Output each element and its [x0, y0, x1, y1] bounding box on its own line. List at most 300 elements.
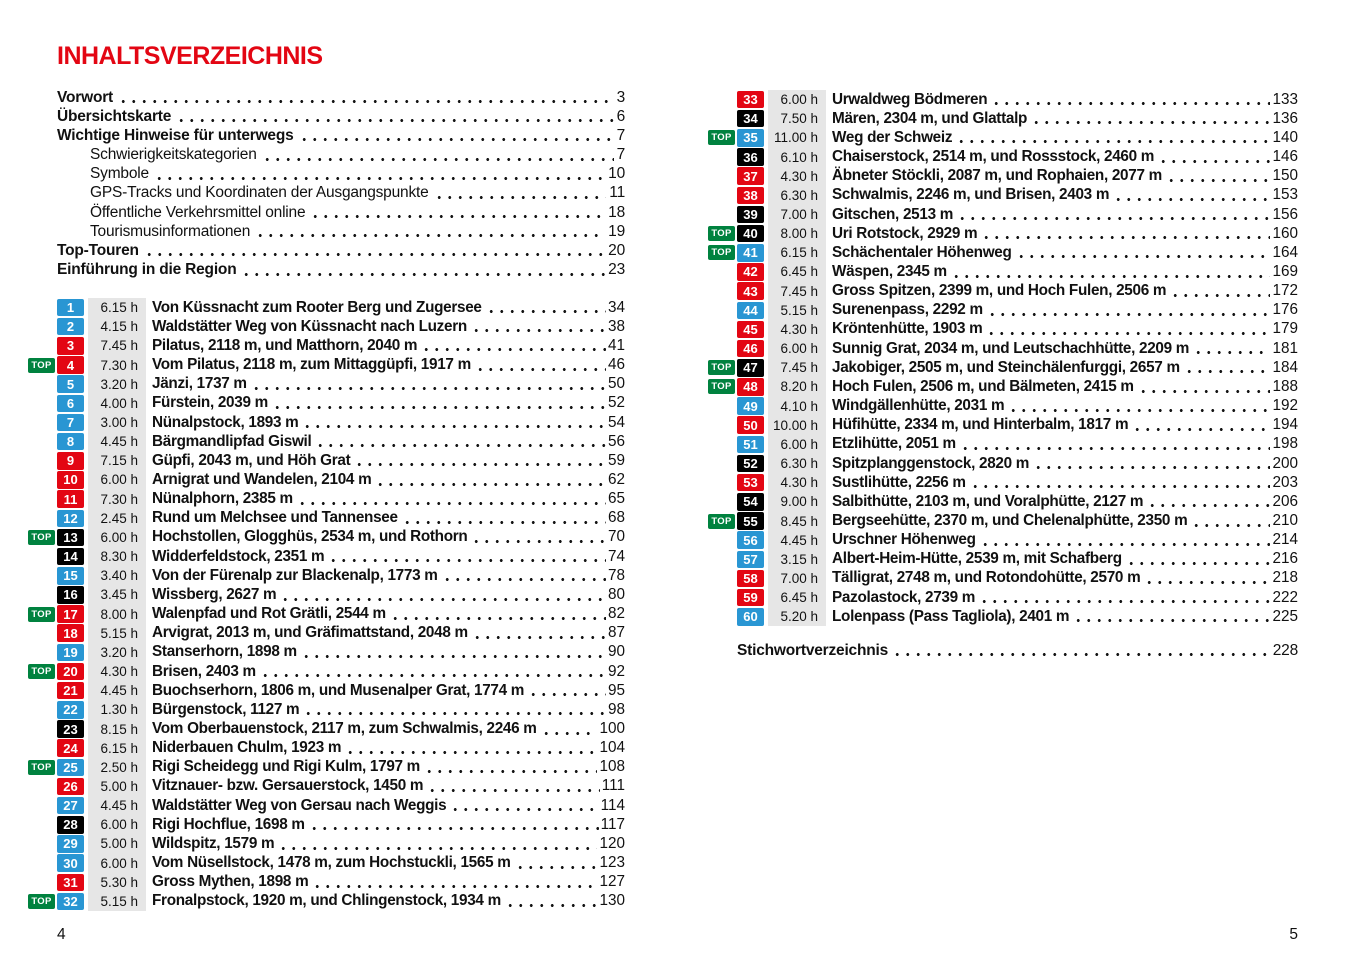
page-number-left: 4 — [57, 926, 66, 943]
dot-leader — [278, 585, 606, 604]
tour-time: 8.45 h — [768, 511, 826, 530]
top-badge-slot — [708, 456, 737, 471]
tour-time: 2.45 h — [88, 509, 146, 528]
tour-page-number: 59 — [607, 451, 625, 469]
tour-title: Jänzi, 1737 m — [152, 375, 247, 393]
tour-title: Lolenpass (Pass Tagliola), 2401 m — [832, 607, 1070, 625]
tour-page-number: 172 — [1272, 282, 1298, 300]
top-badge-slot — [28, 338, 57, 353]
tour-number-badge: 4 — [57, 356, 84, 374]
tour-row — [708, 147, 1298, 166]
top-badge: TOP — [708, 226, 735, 241]
front-matter-page-number: 23 — [608, 260, 625, 278]
top-badge-slot — [708, 418, 737, 433]
tour-time: 2.50 h — [88, 758, 146, 777]
top-badge-slot — [28, 817, 57, 832]
top-badge-slot — [708, 303, 737, 318]
dot-leader — [984, 320, 1270, 339]
tour-number-badge: 22 — [57, 701, 84, 719]
front-matter-row — [57, 107, 625, 126]
dot-leader — [955, 205, 1270, 224]
tour-time: 7.45 h — [768, 282, 826, 301]
top-badge-slot — [28, 530, 57, 545]
tour-title: Von der Fürenalp zur Blackenalp, 1773 m — [152, 566, 438, 584]
front-matter-page-number: 18 — [608, 203, 625, 221]
top-badge: TOP — [708, 379, 735, 394]
tour-time: 4.45 h — [88, 796, 146, 815]
tour-page-number: 146 — [1272, 148, 1298, 166]
tour-title: Vom Nüsellstock, 1478 m, zum Hochstuckli, 1565 m — [152, 854, 511, 872]
top-badge-slot — [28, 358, 57, 373]
dot-leader — [373, 470, 606, 489]
dot-leader — [152, 165, 605, 184]
tour-time: 7.30 h — [88, 355, 146, 374]
tour-page-number: 74 — [607, 547, 625, 565]
tour-page-number: 41 — [607, 336, 625, 354]
tour-row — [28, 719, 625, 738]
tour-row — [708, 569, 1298, 588]
dot-leader — [473, 355, 606, 374]
tour-number-badge: 59 — [737, 589, 764, 607]
top-badge-slot — [708, 226, 737, 241]
dot-leader — [958, 435, 1271, 454]
top-badge-slot — [28, 587, 57, 602]
tour-page-number: 120 — [599, 834, 625, 852]
tour-page-number: 194 — [1272, 416, 1298, 434]
tour-number-badge: 5 — [57, 375, 84, 393]
tour-page-number: 87 — [607, 624, 625, 642]
top-badge-slot — [28, 511, 57, 526]
dot-leader — [174, 107, 613, 126]
top-badge-slot — [28, 626, 57, 641]
top-badge-slot — [708, 590, 737, 605]
tour-page-number: 203 — [1272, 473, 1298, 491]
top-badge-slot — [708, 399, 737, 414]
tour-title: Bergseehütte, 2370 m, und Chelenalphütte, 2350 m — [832, 512, 1188, 530]
tour-number-badge: 51 — [737, 436, 764, 454]
tour-title: Arnigrat und Wandelen, 2104 m — [152, 470, 372, 488]
tour-row — [28, 490, 625, 509]
top-badge-slot — [28, 779, 57, 794]
dot-leader — [1136, 377, 1271, 396]
tour-title: Rund um Melchsee und Tannensee — [152, 509, 398, 527]
front-matter-label: Wichtige Hinweise für unterwegs — [57, 126, 294, 144]
front-matter-list — [57, 88, 625, 280]
tour-page-number: 100 — [599, 720, 625, 738]
tour-row — [28, 566, 625, 585]
tour-time: 4.30 h — [88, 662, 146, 681]
top-badge-slot — [708, 111, 737, 126]
tour-number-badge: 31 — [57, 874, 84, 892]
tour-time: 4.45 h — [768, 531, 826, 550]
tour-page-number: 104 — [599, 739, 625, 757]
index-entry-page-number: 228 — [1272, 641, 1298, 659]
front-matter-page-number: 3 — [616, 88, 625, 106]
tour-time: 9.00 h — [768, 492, 826, 511]
tour-page-number: 188 — [1272, 377, 1298, 395]
tour-row — [28, 585, 625, 604]
dot-leader — [989, 90, 1270, 109]
tour-row — [28, 413, 625, 432]
tour-title: Etzlihütte, 2051 m — [832, 435, 956, 453]
tour-time: 3.20 h — [88, 375, 146, 394]
tour-time: 3.00 h — [88, 413, 146, 432]
tour-title: Waldstätter Weg von Gersau nach Weggis — [152, 796, 447, 814]
tour-row — [708, 205, 1298, 224]
dot-leader — [299, 643, 606, 662]
tour-row — [28, 432, 625, 451]
tour-row — [28, 873, 625, 892]
dot-leader — [116, 88, 614, 107]
tour-row — [28, 700, 625, 719]
top-badge-slot — [708, 150, 737, 165]
top-badge-slot — [28, 722, 57, 737]
tour-number-badge: 35 — [737, 129, 764, 147]
tour-number-badge: 1 — [57, 299, 84, 317]
tour-number-badge: 53 — [737, 474, 764, 492]
dot-leader — [301, 700, 606, 719]
dot-leader — [1124, 550, 1271, 569]
tour-number-badge: 7 — [57, 414, 84, 432]
tour-time: 3.45 h — [88, 585, 146, 604]
dot-leader — [276, 834, 597, 853]
dot-leader — [503, 892, 598, 911]
tour-title: Fronalpstock, 1920 m, und Chlingenstock, 1934 m — [152, 892, 501, 910]
tour-title: Kröntenhütte, 1903 m — [832, 320, 983, 338]
top-badge-slot — [28, 741, 57, 756]
tour-time: 8.20 h — [768, 377, 826, 396]
tour-time: 8.15 h — [88, 719, 146, 738]
tour-page-number: 216 — [1272, 550, 1298, 568]
top-badge-slot — [708, 609, 737, 624]
top-badge-slot — [28, 645, 57, 660]
top-badge-slot — [28, 683, 57, 698]
top-badge-slot — [28, 607, 57, 622]
tour-time: 11.00 h — [768, 128, 826, 147]
tour-time: 7.30 h — [88, 490, 146, 509]
front-matter-label: Tourismusinformationen — [90, 222, 251, 240]
tour-time: 8.00 h — [768, 224, 826, 243]
top-badge-slot — [708, 188, 737, 203]
top-badge-slot — [708, 207, 737, 222]
tour-time: 6.15 h — [768, 243, 826, 262]
top-badge-slot — [28, 396, 57, 411]
index-entry — [737, 641, 1298, 660]
tour-page-number: 156 — [1272, 205, 1298, 223]
tour-time: 7.00 h — [768, 205, 826, 224]
tour-row — [28, 662, 625, 681]
tour-page-number: 98 — [607, 700, 625, 718]
tour-row — [28, 643, 625, 662]
top-badge-slot — [28, 568, 57, 583]
front-matter-page-number: 7 — [616, 126, 625, 144]
top-badge-slot — [28, 664, 57, 679]
tour-page-number: 181 — [1272, 339, 1298, 357]
tour-time: 6.15 h — [88, 298, 146, 317]
tour-page-number: 136 — [1272, 109, 1298, 127]
dot-leader — [422, 758, 597, 777]
tour-list-left — [28, 298, 625, 911]
tour-time: 6.00 h — [768, 435, 826, 454]
tour-page-number: 169 — [1272, 262, 1298, 280]
front-matter-row — [57, 145, 625, 164]
tour-time: 5.00 h — [88, 777, 146, 796]
tour-number-badge: 42 — [737, 263, 764, 281]
tour-title: Schächentaler Höhenweg — [832, 243, 1012, 261]
tour-row — [708, 397, 1298, 416]
dot-leader — [978, 531, 1271, 550]
dot-leader — [469, 317, 606, 336]
dot-leader — [260, 145, 614, 164]
tour-title: Hoch Fulen, 2506 m, und Bälmeten, 2415 m — [832, 377, 1134, 395]
top-badge: TOP — [708, 130, 735, 145]
tour-title: Stanserhorn, 1898 m — [152, 643, 297, 661]
tour-time: 10.00 h — [768, 416, 826, 435]
top-badge-slot — [28, 492, 57, 507]
dot-leader — [440, 566, 606, 585]
front-matter-page-number: 11 — [609, 184, 625, 202]
dot-leader — [270, 394, 606, 413]
tour-time: 4.15 h — [88, 317, 146, 336]
top-badge-slot — [28, 798, 57, 813]
dot-leader — [954, 128, 1270, 147]
tour-page-number: 133 — [1272, 90, 1298, 108]
front-matter-label: Übersichtskarte — [57, 107, 172, 125]
tour-page-number: 46 — [607, 356, 625, 374]
tour-row — [708, 282, 1298, 301]
tour-page-number: 200 — [1272, 454, 1298, 472]
tour-row — [28, 528, 625, 547]
tour-number-badge: 12 — [57, 510, 84, 528]
dot-leader — [308, 203, 605, 222]
tour-number-badge: 13 — [57, 529, 84, 547]
tour-time: 1.30 h — [88, 700, 146, 719]
tour-title: Rigi Hochflue, 1698 m — [152, 815, 305, 833]
tour-time: 4.00 h — [88, 394, 146, 413]
tour-title: Wäspen, 2345 m — [832, 262, 947, 280]
top-badge-slot — [708, 379, 737, 394]
dot-leader — [343, 739, 597, 758]
tour-number-badge: 14 — [57, 548, 84, 566]
top-badge-slot — [708, 92, 737, 107]
tour-title: Wildspitz, 1579 m — [152, 834, 275, 852]
tour-page-number: 198 — [1272, 435, 1298, 453]
tour-row — [28, 470, 625, 489]
top-badge: TOP — [28, 358, 55, 373]
top-badge-slot — [28, 415, 57, 430]
tour-time: 5.00 h — [88, 834, 146, 853]
tour-number-badge: 2 — [57, 318, 84, 336]
tour-page-number: 210 — [1272, 512, 1298, 530]
tour-row — [708, 492, 1298, 511]
dot-leader — [307, 815, 599, 834]
tour-number-badge: 44 — [737, 302, 764, 320]
tour-number-badge: 26 — [57, 778, 84, 796]
tour-number-badge: 43 — [737, 282, 764, 300]
dot-leader — [1182, 358, 1271, 377]
front-matter-page-number: 10 — [608, 165, 625, 183]
tour-page-number: 164 — [1272, 243, 1298, 261]
tour-page-number: 222 — [1272, 588, 1298, 606]
tour-page-number: 34 — [607, 298, 625, 316]
front-matter-page-number: 20 — [608, 241, 625, 259]
front-matter-label: Symbole — [90, 165, 149, 183]
front-matter-row — [57, 260, 625, 279]
tour-row — [708, 607, 1298, 626]
top-badge-slot — [708, 341, 737, 356]
tour-time: 4.30 h — [768, 473, 826, 492]
tour-time: 6.30 h — [768, 454, 826, 473]
tour-time: 6.30 h — [768, 186, 826, 205]
top-badge-slot — [28, 702, 57, 717]
dot-leader — [1164, 167, 1271, 186]
tour-number-badge: 19 — [57, 644, 84, 662]
top-badge-slot — [708, 514, 737, 529]
top-badge-slot — [708, 322, 737, 337]
top-badge-slot — [708, 360, 737, 375]
dot-leader — [388, 605, 606, 624]
tour-time: 7.00 h — [768, 569, 826, 588]
tour-row — [708, 339, 1298, 358]
tour-time: 3.40 h — [88, 566, 146, 585]
tour-page-number: 176 — [1272, 301, 1298, 319]
tour-title: Gross Spitzen, 2399 m, und Hoch Fulen, 2506 m — [832, 282, 1167, 300]
tour-row — [708, 128, 1298, 147]
dot-leader — [1156, 147, 1270, 166]
tour-number-badge: 55 — [737, 512, 764, 530]
top-badge-slot — [708, 571, 737, 586]
tour-title: Vom Pilatus, 2118 m, zum Mittaggüpfi, 1917 m — [152, 356, 471, 374]
tour-time: 4.45 h — [88, 681, 146, 700]
tour-page-number: 78 — [607, 566, 625, 584]
top-badge-slot — [708, 494, 737, 509]
tour-row — [708, 243, 1298, 262]
tour-number-badge: 20 — [57, 663, 84, 681]
tour-title: Spitzplanggenstock, 2820 m — [832, 454, 1030, 472]
tour-title: Pazolastock, 2739 m — [832, 588, 976, 606]
tour-number-badge: 47 — [737, 359, 764, 377]
tour-page-number: 117 — [600, 815, 625, 833]
tour-title: Mären, 2304 m, und Glattalp — [832, 109, 1028, 127]
tour-title: Hüfihütte, 2334 m, und Hinterbalm, 1817 m — [832, 416, 1129, 434]
tour-title: Uri Rotstock, 2929 m — [832, 224, 978, 242]
tour-number-badge: 34 — [737, 110, 764, 128]
front-matter-page-number: 7 — [616, 146, 625, 164]
dot-leader — [297, 126, 614, 145]
tour-page-number: 92 — [607, 662, 625, 680]
tour-time: 7.45 h — [88, 336, 146, 355]
tour-page-number: 123 — [599, 854, 625, 872]
tour-row — [708, 511, 1298, 530]
dot-leader — [470, 624, 606, 643]
tour-title: Bürgenstock, 1127 m — [152, 700, 300, 718]
dot-leader — [352, 451, 606, 470]
tour-title: Hochstollen, Glogghüs, 2534 m, und Rothorn — [152, 528, 468, 546]
tour-time: 6.15 h — [88, 739, 146, 758]
tour-row — [708, 224, 1298, 243]
tour-page-number: 179 — [1272, 320, 1298, 338]
tour-title: Jakobiger, 2505 m, und Steinchälenfurggi, 2657 m — [832, 358, 1180, 376]
top-badge: TOP — [708, 245, 735, 260]
dot-leader — [513, 854, 598, 873]
dot-leader — [432, 184, 607, 203]
tour-number-badge: 56 — [737, 531, 764, 549]
front-matter-row — [57, 165, 625, 184]
tour-number-badge: 6 — [57, 395, 84, 413]
top-badge-slot — [708, 284, 737, 299]
tour-title: Tälligrat, 2748 m, und Rotondohütte, 2570 m — [832, 569, 1141, 587]
tour-page-number: 65 — [607, 490, 625, 508]
tour-time: 5.20 h — [768, 607, 826, 626]
dot-leader — [425, 777, 600, 796]
tour-row — [28, 624, 625, 643]
tour-time: 4.30 h — [768, 167, 826, 186]
tour-title: Gross Mythen, 1898 m — [152, 873, 309, 891]
top-badge: TOP — [28, 664, 55, 679]
top-badge-slot — [28, 894, 57, 909]
dot-leader — [979, 224, 1270, 243]
dot-leader — [1145, 492, 1270, 511]
tour-time: 8.00 h — [88, 605, 146, 624]
tour-page-number: 68 — [607, 509, 625, 527]
tour-time: 3.20 h — [88, 643, 146, 662]
front-matter-row — [57, 126, 625, 145]
front-matter-label: Top-Touren — [57, 241, 139, 259]
tour-number-badge: 39 — [737, 206, 764, 224]
tour-number-badge: 15 — [57, 567, 84, 585]
tour-title: Nünalphorn, 2385 m — [152, 490, 293, 508]
tour-number-badge: 23 — [57, 720, 84, 738]
dot-leader — [1142, 569, 1270, 588]
tour-row — [28, 355, 625, 374]
front-matter-row — [57, 88, 625, 107]
tour-row — [708, 454, 1298, 473]
top-badge: TOP — [28, 607, 55, 622]
front-matter-label: Vorwort — [57, 88, 114, 106]
dot-leader — [1189, 511, 1270, 530]
tour-title: Surenenpass, 2292 m — [832, 301, 983, 319]
tour-number-badge: 52 — [737, 455, 764, 473]
tour-page-number: 214 — [1272, 531, 1298, 549]
tour-row — [28, 394, 625, 413]
dot-leader — [985, 301, 1271, 320]
top-badge-slot — [708, 264, 737, 279]
tour-title: Fürstein, 2039 m — [152, 394, 268, 412]
tour-row — [708, 377, 1298, 396]
tour-time: 7.50 h — [768, 109, 826, 128]
front-matter-page-number: 6 — [616, 107, 625, 125]
tour-row — [708, 167, 1298, 186]
tour-time: 8.30 h — [88, 547, 146, 566]
tour-time: 5.15 h — [768, 301, 826, 320]
tour-row — [28, 298, 625, 317]
dot-leader — [249, 375, 606, 394]
tour-number-badge: 60 — [737, 608, 764, 626]
top-badge: TOP — [28, 894, 55, 909]
tour-row — [708, 186, 1298, 205]
tour-number-badge: 36 — [737, 148, 764, 166]
tour-number-badge: 10 — [57, 471, 84, 489]
tour-title: Vom Oberbauenstock, 2117 m, zum Schwalmis, 2246 m — [152, 720, 537, 738]
tour-row — [28, 834, 625, 853]
top-badge: TOP — [28, 760, 55, 775]
tour-time: 4.45 h — [88, 432, 146, 451]
tour-number-badge: 58 — [737, 570, 764, 588]
tour-number-badge: 33 — [737, 91, 764, 109]
front-matter-row — [57, 203, 625, 222]
tour-title: Albert-Heim-Hütte, 2539 m, mit Schafberg — [832, 550, 1122, 568]
dot-leader — [253, 222, 605, 241]
